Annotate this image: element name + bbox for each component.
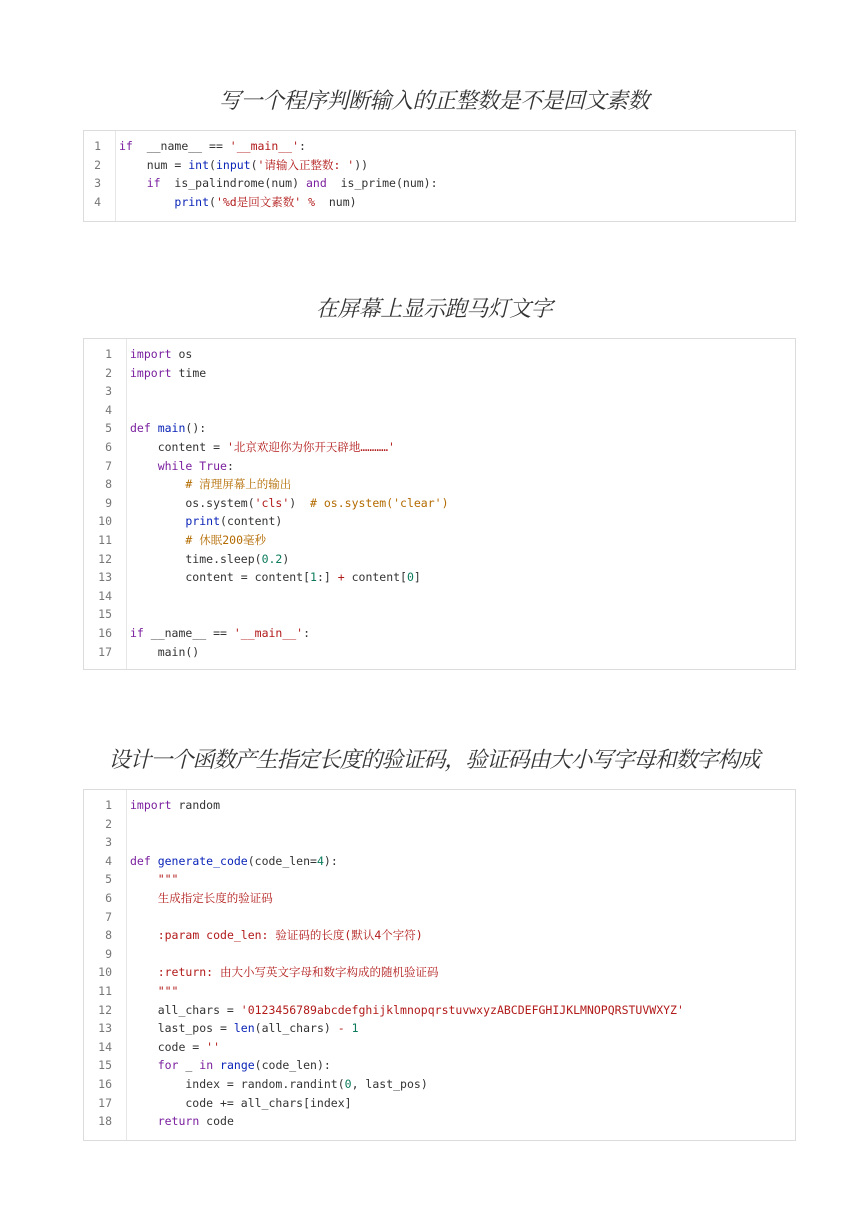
code-token: content = content[ — [130, 570, 311, 585]
code-token: ) — [282, 551, 290, 566]
code-token: code — [199, 1114, 234, 1129]
line-number: 10 — [98, 514, 112, 529]
line-number: 4 — [105, 853, 112, 868]
code-token: , last_pos) — [351, 1077, 428, 1091]
code-token: 0 — [406, 570, 414, 585]
code-token — [130, 477, 185, 491]
code-text — [130, 345, 192, 364]
code-token: '' — [206, 1039, 221, 1054]
code-line — [84, 1094, 795, 1113]
code-token: __name__ == — [143, 626, 234, 640]
code-line — [84, 568, 795, 587]
line-number: 14 — [98, 588, 112, 603]
code-text — [130, 926, 423, 945]
code-token: while — [157, 458, 193, 473]
line-number: 4 — [94, 194, 101, 209]
code-token: '请输入正整数: ' — [257, 157, 355, 172]
line-number: 10 — [98, 965, 112, 980]
code-token: (content) — [220, 514, 283, 529]
code-token: ( — [250, 157, 258, 172]
line-number: 8 — [105, 477, 112, 492]
code-token: : — [299, 139, 306, 153]
code-token: % — [301, 194, 316, 209]
code-token: all_chars = — [130, 1002, 241, 1017]
line-number: 17 — [98, 644, 112, 659]
code-text — [130, 1056, 331, 1075]
code-token: ( — [209, 194, 216, 209]
code-text — [130, 419, 206, 438]
code-text — [130, 1019, 359, 1038]
code-token: is_prime(num): — [326, 176, 438, 191]
code-token: def — [130, 421, 151, 436]
code-token: index = random.randint( — [130, 1077, 345, 1091]
line-number: 12 — [98, 1002, 112, 1017]
code-token: 1 — [310, 570, 317, 585]
code-token: main — [150, 421, 186, 436]
code-line — [84, 475, 795, 494]
code-line — [84, 1019, 795, 1038]
code-token: True — [192, 458, 227, 473]
code-line — [84, 605, 795, 624]
code-text — [130, 438, 395, 457]
code-token: return — [157, 1114, 200, 1129]
code-text — [130, 796, 220, 815]
code-token: """ — [157, 872, 179, 887]
code-line — [84, 550, 795, 569]
code-text — [130, 1038, 220, 1057]
code-line — [84, 401, 795, 420]
code-text — [130, 624, 310, 643]
code-line — [84, 1056, 795, 1075]
code-token: if — [130, 626, 144, 640]
line-number: 3 — [94, 176, 101, 191]
code-line — [84, 587, 795, 606]
code-token: - — [337, 1021, 345, 1036]
code-line — [84, 457, 795, 476]
code-text — [130, 494, 449, 513]
code-token: 生成指定长度的验证码 — [157, 891, 273, 905]
code-text — [130, 1112, 234, 1131]
code-token: main() — [130, 644, 200, 659]
code-line — [84, 624, 795, 643]
code-token: 0 — [344, 1077, 352, 1091]
code-line — [84, 345, 795, 364]
code-text — [130, 643, 199, 662]
code-text — [130, 982, 178, 1001]
line-number: 13 — [98, 570, 112, 585]
line-number: 4 — [105, 402, 112, 417]
code-token: 'cls' — [254, 495, 290, 510]
code-block-marquee-text — [83, 338, 796, 670]
code-line — [84, 908, 795, 927]
line-number: 18 — [98, 1114, 112, 1129]
code-token: # 休眠200毫秒 — [185, 533, 267, 547]
code-token: # os.system('clear') — [310, 495, 449, 510]
code-token: (code_len= — [247, 853, 317, 868]
code-token: import — [130, 798, 172, 812]
line-number: 5 — [105, 421, 112, 436]
code-token: in — [199, 1058, 214, 1073]
code-token: """ — [157, 984, 179, 998]
code-token — [130, 459, 158, 473]
code-line — [84, 512, 795, 531]
code-token: (): — [185, 421, 207, 436]
code-token: ( — [209, 157, 216, 172]
line-number: 6 — [105, 891, 112, 905]
code-token: import — [130, 347, 172, 361]
code-text — [119, 156, 368, 175]
code-line — [84, 815, 795, 834]
code-line — [84, 870, 795, 889]
code-token: 0.2 — [261, 551, 283, 566]
code-text — [130, 568, 421, 587]
code-token — [130, 1058, 158, 1072]
code-line — [84, 531, 795, 550]
line-number: 9 — [105, 946, 112, 961]
code-token: ] — [413, 570, 421, 585]
code-token: : — [303, 626, 311, 640]
line-number: 16 — [98, 626, 112, 640]
line-number: 1 — [105, 347, 112, 361]
code-line — [84, 156, 795, 175]
section-title-verification-code: 设计一个函数产生指定长度的验证码，验证码由大小写字母和数字构成 — [108, 748, 760, 773]
code-token: time.sleep( — [130, 551, 262, 566]
code-line — [84, 852, 795, 871]
code-token: '0123456789abcdefghijklmnopqrstuvwxyzABCDEFGHIJKLMNOPQRSTUVWXYZ' — [240, 1002, 684, 1017]
code-token: content[ — [344, 570, 407, 585]
code-token: time — [171, 365, 207, 380]
code-token: if — [146, 176, 161, 191]
code-token — [130, 984, 158, 998]
line-number: 7 — [105, 458, 112, 473]
line-number: 2 — [94, 157, 101, 172]
code-text — [130, 1094, 352, 1113]
code-token — [130, 872, 158, 886]
code-line — [84, 833, 795, 852]
code-token: code = — [130, 1039, 207, 1054]
code-line — [84, 963, 795, 982]
code-line — [84, 982, 795, 1001]
code-token: ): — [323, 853, 338, 868]
code-line — [84, 1112, 795, 1131]
code-token: )) — [354, 157, 369, 172]
code-line — [84, 364, 795, 383]
code-token: content = — [130, 440, 227, 454]
line-number: 1 — [94, 139, 101, 153]
code-token: for — [157, 1058, 179, 1073]
code-text — [130, 1075, 428, 1094]
code-line — [84, 1038, 795, 1057]
code-token: last_pos = — [130, 1021, 234, 1036]
code-token: generate_code — [150, 853, 248, 868]
code-token: '__main__' — [233, 626, 304, 640]
code-text — [130, 1001, 684, 1020]
code-token: range — [213, 1058, 255, 1073]
section-title-marquee-text: 在屏幕上显示跑马灯文字 — [315, 297, 553, 322]
code-text — [130, 512, 282, 531]
code-token — [119, 195, 174, 209]
code-token: :return: 由大小写英文字母和数字构成的随机验证码 — [157, 965, 439, 980]
line-number: 1 — [105, 798, 112, 812]
line-number: 9 — [105, 495, 112, 510]
code-token: int — [188, 157, 210, 172]
code-line — [84, 174, 795, 193]
code-line — [84, 137, 795, 156]
line-number: 11 — [98, 533, 112, 547]
code-token: code += all_chars[index] — [130, 1095, 352, 1110]
code-token: (all_chars) — [254, 1021, 338, 1036]
code-token — [130, 1114, 158, 1128]
line-number: 12 — [98, 551, 112, 566]
code-text — [119, 193, 357, 212]
code-token: len — [233, 1021, 255, 1036]
line-number: 5 — [105, 872, 112, 887]
code-line — [84, 1075, 795, 1094]
code-text — [130, 870, 178, 889]
code-token: + — [337, 570, 345, 585]
code-token: ) — [289, 495, 311, 510]
line-number: 17 — [98, 1095, 112, 1110]
code-line — [84, 193, 795, 212]
line-number: 11 — [98, 984, 112, 998]
code-line — [84, 494, 795, 513]
code-token — [130, 928, 158, 942]
code-token: 4 — [316, 853, 324, 868]
code-token — [119, 176, 147, 190]
code-token: random — [171, 798, 221, 812]
code-token: '%d是回文素数' — [215, 194, 302, 209]
code-text — [130, 889, 273, 908]
code-text — [130, 531, 266, 550]
code-token: if — [119, 139, 133, 153]
code-token — [130, 533, 185, 547]
code-line — [84, 1001, 795, 1020]
code-token: '北京欢迎你为你开天辟地…………' — [226, 440, 395, 454]
code-token: def — [130, 853, 151, 868]
code-text — [130, 475, 291, 494]
code-text — [130, 852, 338, 871]
code-token — [130, 514, 185, 528]
code-line — [84, 382, 795, 401]
code-token: num) — [315, 194, 357, 209]
line-number: 3 — [105, 835, 112, 850]
code-line — [84, 796, 795, 815]
line-number: 6 — [105, 440, 112, 454]
code-text — [130, 457, 234, 476]
code-token: :param code_len: 验证码的长度(默认4个字符) — [157, 928, 423, 943]
code-line — [84, 419, 795, 438]
code-token: os — [171, 347, 193, 361]
code-token: _ — [178, 1058, 200, 1073]
code-token: and — [305, 176, 327, 191]
code-line — [84, 438, 795, 457]
code-token: input — [215, 157, 251, 172]
code-token: :] — [316, 570, 338, 585]
code-line — [84, 643, 795, 662]
code-token — [130, 965, 158, 979]
code-token: '__main__' — [229, 139, 300, 153]
line-number: 8 — [105, 928, 112, 943]
code-token: : — [226, 458, 234, 473]
code-token: print — [185, 514, 221, 529]
code-text — [130, 963, 439, 982]
code-line — [84, 926, 795, 945]
code-text — [130, 550, 289, 569]
code-line — [84, 889, 795, 908]
line-number: 13 — [98, 1021, 112, 1036]
code-block-palindrome-prime — [83, 130, 796, 222]
code-text — [119, 174, 438, 193]
code-token — [130, 891, 158, 905]
line-number: 15 — [98, 607, 112, 622]
line-number: 7 — [105, 909, 112, 924]
code-token: (code_len): — [254, 1058, 331, 1073]
code-line — [84, 945, 795, 964]
code-text — [119, 137, 306, 156]
code-token: os.system( — [130, 495, 255, 510]
line-number: 2 — [105, 365, 112, 380]
code-text — [130, 364, 206, 383]
line-number: 15 — [98, 1058, 112, 1073]
code-block-verification-code — [83, 789, 796, 1141]
code-token: # 清理屏幕上的输出 — [185, 477, 292, 492]
code-token: 1 — [344, 1021, 359, 1036]
code-token: __name__ == — [132, 139, 230, 153]
section-title-palindrome-prime: 写一个程序判断输入的正整数是不是回文素数 — [218, 89, 649, 114]
code-token: num = — [119, 157, 189, 172]
code-token: print — [174, 194, 210, 209]
line-number: 14 — [98, 1039, 112, 1054]
code-token: import — [130, 365, 172, 380]
code-token: is_palindrome(num) — [160, 176, 306, 191]
line-number: 2 — [105, 816, 112, 831]
line-number: 16 — [98, 1077, 112, 1091]
line-number: 3 — [105, 384, 112, 399]
